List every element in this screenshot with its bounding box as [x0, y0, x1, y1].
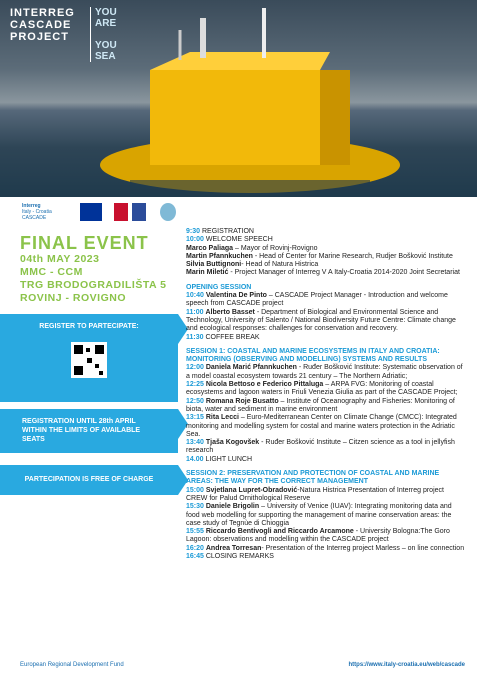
speaker-name: Nicola Bettoso e Federico Pittaluga — [205, 381, 324, 389]
footer-url[interactable]: https://www.italy-croatia.eu/web/cascade — [348, 662, 465, 668]
programme-time: 12:00 — [186, 364, 204, 372]
programme-text: CLOSING REMARKS — [205, 552, 274, 560]
programme-text: - Department of Biological and Environmental Science and Technology, University of Salento / National Biodiversity Future Centre: Climate change and ecological responses: challenges for conservation and recovery. — [186, 308, 456, 333]
speaker-name: Daniele Brigolin — [205, 503, 260, 511]
programme-text: – CASCADE Project Manager - Introduction and welcome speech from CASCADE project — [186, 292, 448, 308]
programme-item — [186, 487, 466, 504]
brand-tagline: YOU ARE YOU SEA — [90, 7, 117, 62]
speaker-name: Daniela Marić Pfannkuchen — [205, 364, 297, 372]
speaker-name: Tjaša Kogovšek — [205, 439, 260, 447]
programme-item — [186, 528, 466, 545]
session-heading: SESSION 2: PRESERVATION AND PROTECTION OF COASTAL AND MARINE AREAS: THE WAY FOR THE CORRECT MANAGEMENT — [186, 470, 440, 486]
speaker-name: Andrea Torresan — [205, 544, 262, 552]
partner-logo-red — [114, 203, 128, 221]
programme-item — [186, 261, 466, 269]
programme-item — [186, 398, 466, 415]
event-title: FINAL EVENT — [20, 233, 149, 253]
programme-item — [186, 456, 466, 464]
programme-time: 13:40 — [186, 439, 204, 447]
speaker-name: Marco Paliaga — [186, 244, 234, 252]
programme-item — [186, 292, 466, 309]
programme-time: 12:25 — [186, 381, 204, 389]
session-heading: SESSION 1: COASTAL AND MARINE ECOSYSTEMS IN ITALY AND CROATIA: MONITORING (OBSERVING AND MODELLING) SYSTEMS AND RESULTS — [186, 347, 440, 364]
programme-item — [186, 414, 466, 439]
speaker-name: Rita Lecci — [205, 414, 239, 422]
programme-text: - Presentation of the Interreg project Marless – on line connection — [261, 544, 465, 552]
footer-erdf: European Regional Development Fund — [20, 662, 124, 668]
programme-text: - Project Manager of Interreg V A Italy-Croatia 2014-2020 Joint Secretariat — [228, 269, 460, 277]
programme-text: WELCOME SPEECH — [205, 236, 273, 244]
partner-logo-round — [160, 203, 176, 221]
register-panel[interactable] — [0, 314, 178, 402]
speaker-name: Romana Roje Busatto — [205, 397, 279, 405]
session-heading: OPENING SESSION — [186, 283, 252, 291]
programme-item — [186, 553, 466, 561]
programme-text: - Ruđer Bošković Institute: Systematic observation of a model coastal ecosystem towards 21 century – The Northern Adriatic; — [186, 364, 463, 380]
partner-logos — [22, 203, 182, 223]
programme-time: 9:30 — [186, 228, 201, 235]
programme-text: - Head of Natura Histrica — [241, 261, 319, 269]
programme-text: – Euro-Mediterranean Center on Climate Change (CMCC): Integrated monitoring and modelling system for costal and marine waters protection in the Adriatic Sea. — [186, 414, 457, 438]
programme-time: 15:00 — [186, 486, 204, 494]
programme-time: 16:20 — [186, 544, 204, 552]
free-of-charge-panel: PARTECIPATION IS FREE OF CHARGE — [0, 465, 178, 495]
hero-photo — [0, 0, 477, 197]
programme-time: 10:40 — [186, 292, 204, 300]
programme-text: - Head of Center for Marine Research, Rudjer Bošković Institute — [252, 252, 453, 260]
programme-time: 16:45 — [186, 552, 204, 560]
programme-time: 11:30 — [186, 333, 204, 341]
programme-time: 15:30 — [186, 503, 204, 511]
event-venue: MMC - CCM — [20, 266, 83, 278]
brand-logo: INTERREG CASCADE PROJECT YOU ARE YOU SEA — [10, 7, 117, 62]
qr-code-icon[interactable] — [71, 342, 107, 378]
registration-deadline-panel: REGISTRATION UNTIL 28th APRIL WITHIN THE LIMITS OF AVAILABLE SEATS — [0, 409, 178, 453]
programme-text: – Mayor of Rovinj-Rovigno — [233, 244, 318, 252]
programme-text: COFFEE BREAK — [205, 333, 260, 341]
programme-item — [186, 334, 466, 342]
programme-time: 14.00 — [186, 455, 204, 463]
programme-item — [186, 269, 466, 277]
programme-item — [186, 309, 466, 334]
speaker-name: Alberto Basset — [205, 308, 255, 316]
programme-text: -Natura Histrica Presentation of Interreg project CREW for Palud Ornithological Reserve — [186, 486, 444, 502]
programme-text: – University of Venice (IUAV): Integrating monitoring data and food web modelling for supporting the management of marine conservation areas: the case study of Tegnùe di Chioggia — [186, 503, 452, 527]
speaker-name: Martin Pfannkuchen — [186, 252, 253, 260]
programme-time: 15:55 — [186, 528, 204, 536]
programme-item — [186, 364, 466, 381]
programme-item — [186, 228, 466, 236]
programme-item — [186, 503, 466, 528]
programme — [186, 228, 466, 561]
speaker-name: Silvia Buttignoni — [186, 261, 242, 269]
programme-text: - University Bologna:The Goro Lagoon: observations and modelling within the CASCADE project — [186, 528, 450, 544]
eu-flag-icon — [80, 203, 102, 221]
programme-text: - Ruđer Bošković Institute – Citzen science as a tool in jellyfish research — [186, 439, 455, 455]
programme-time: 11:00 — [186, 308, 204, 316]
programme-item — [186, 381, 466, 398]
programme-item — [186, 236, 466, 244]
speaker-name: Marin Miletić — [186, 269, 229, 277]
event-info — [20, 233, 166, 305]
register-label: REGISTER TO PARTECIPATE: — [39, 323, 139, 330]
programme-item — [186, 439, 466, 456]
speaker-name: Valentina De Pinto — [205, 292, 267, 300]
partner-logo-blue — [132, 203, 146, 221]
programme-item — [186, 245, 466, 253]
event-date: 04th MAY 2023 — [20, 253, 100, 265]
programme-text: LIGHT LUNCH — [205, 455, 253, 463]
speaker-name: Riccardo Bentivogli and Riccardo Arcamone — [205, 528, 354, 536]
interreg-logo: Interreg Italy - Croatia CASCADE — [22, 203, 52, 221]
programme-text: – ARPA FVG: Monitoring of coastal ecosystems and lagoon waters in Friuli Venezia Giulia as part of the CASCADE Project; — [186, 381, 458, 397]
programme-item — [186, 545, 466, 553]
programme-time: 13:15 — [186, 414, 204, 422]
programme-time: 10:00 — [186, 236, 204, 244]
programme-text: – Institute of Oceanography and Fisheries: Monitoring of biota, water and sediment in marine environment — [186, 397, 455, 413]
speaker-name: Svjetlana Lupret-Obradović — [205, 486, 298, 494]
event-city: ROVINJ - ROVIGNO — [20, 292, 127, 304]
event-address: TRG BRODOGRADILIŠTA 5 — [20, 279, 167, 291]
programme-item — [186, 253, 466, 261]
programme-text: REGISTRATION — [201, 228, 254, 235]
programme-time: 12:50 — [186, 397, 204, 405]
